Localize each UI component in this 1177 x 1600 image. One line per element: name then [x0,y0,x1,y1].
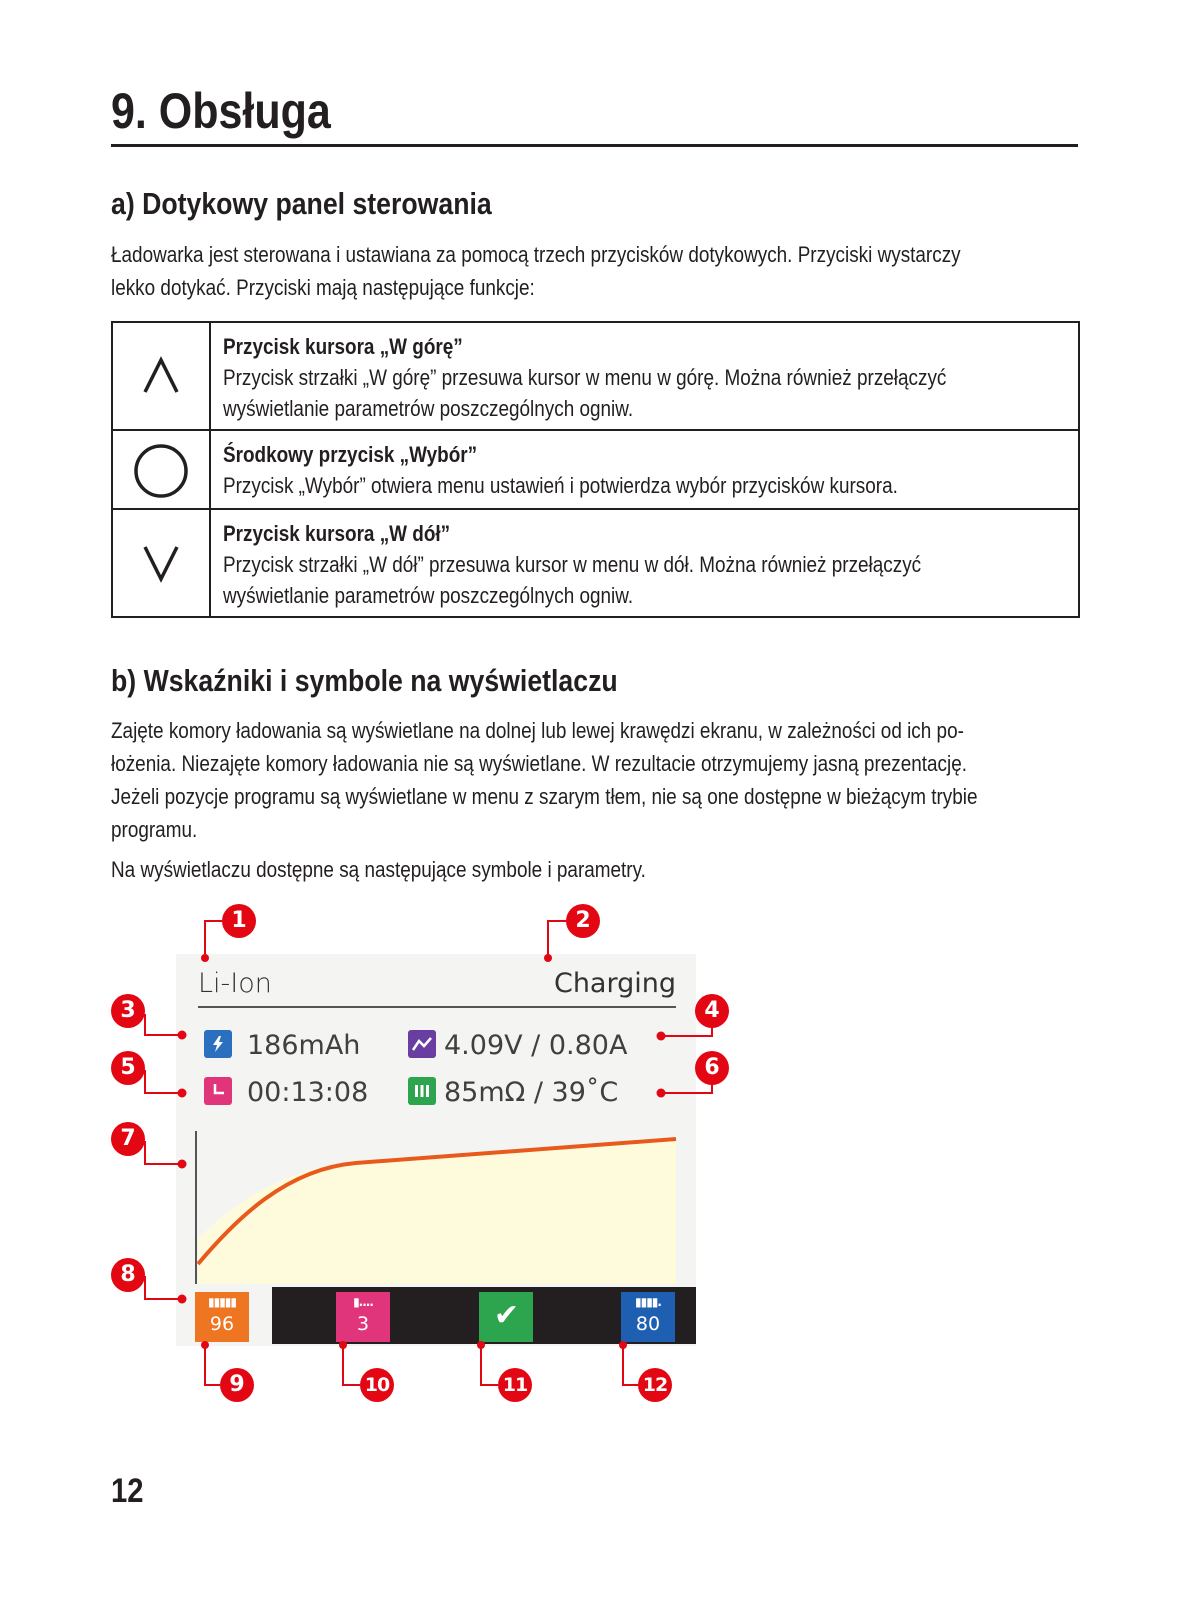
callout-9: 9 [220,1368,254,1402]
button-title: Środkowy przycisk „Wybór” [223,442,478,467]
slot-value: 80 [635,1313,661,1335]
callout-12: 12 [638,1368,672,1402]
section-a-heading: a) Dotykowy panel sterowania [111,186,492,221]
callout-7: 7 [111,1122,145,1156]
callout-5: 5 [111,1051,145,1085]
slot-value: 96 [209,1313,235,1335]
page-number: 12 [111,1472,144,1510]
section-b-heading: b) Wskaźniki i symbole na wyświetlaczu [111,663,618,698]
intro-b2-line: Na wyświetlaczu dostępne są następujące symbole i parametry. [111,857,646,882]
callout-6: 6 [695,1051,729,1085]
button-title: Przycisk kursora „W górę” [223,334,463,359]
slot-level-bars: ▮.... [353,1295,373,1309]
button-title: Przycisk kursora „W dół” [223,521,451,546]
slot-level-bars: ▮▮▮▮. [635,1295,661,1309]
callout-2: 2 [566,904,600,938]
voltage-current-value: 4.09V / 0.80A [444,1030,628,1061]
button-desc-line: Przycisk strzałki „W dół” przesuwa kursor w menu w dół. Można również przełączyć [223,552,922,577]
button-desc-line: Przycisk strzałki „W górę” przesuwa kursor w menu w górę. Można również przełączyć [223,365,947,390]
resistance-temp-value: 85mΩ / 39˚C [444,1077,619,1108]
intro-b-line: programu. [111,817,198,842]
slot-level-bars: ▮▮▮▮▮ [207,1295,237,1309]
time-value: 00:13:08 [247,1077,369,1108]
button-desc-line: wyświetlanie parametrów poszczególnych ogniw. [223,583,634,608]
button-desc-line: Przycisk „Wybór” otwiera menu ustawień i potwierdza wybór przycisków kursora. [223,473,898,498]
slot-value: 3 [356,1313,370,1335]
callout-10: 10 [360,1368,394,1402]
intro-a-line: lekko dotykać. Przyciski mają następujące funkcje: [111,275,535,300]
callout-4: 4 [695,994,729,1028]
callout-11: 11 [498,1368,532,1402]
battery-type-label: Li-Ion [198,968,272,999]
callout-1: 1 [222,904,256,938]
status-label: Charging [553,968,676,999]
intro-a-line: Ładowarka jest sterowana i ustawiana za pomocą trzech przycisków dotykowych. Przyciski wystarczy [111,242,961,267]
intro-b-line: Jeżeli pozycje programu są wyświetlane w menu z szarym tłem, nie są one dostępne w bieżącym trybie [111,784,978,809]
callout-8: 8 [111,1258,145,1292]
checkmark-icon: ✔ [493,1298,519,1333]
callout-3: 3 [111,994,145,1028]
capacity-value: 186mAh [247,1030,361,1061]
button-desc-line: wyświetlanie parametrów poszczególnych ogniw. [223,396,634,421]
intro-b-line: Zajęte komory ładowania są wyświetlane na dolnej lub lewej krawędzi ekranu, w zależności od ich po- [111,718,964,743]
intro-b-line: łożenia. Niezajęte komory ładowania nie są wyświetlane. W rezultacie otrzymujemy jasną prezentację. [111,751,967,776]
page-title: 9. Obsługa [111,83,331,139]
